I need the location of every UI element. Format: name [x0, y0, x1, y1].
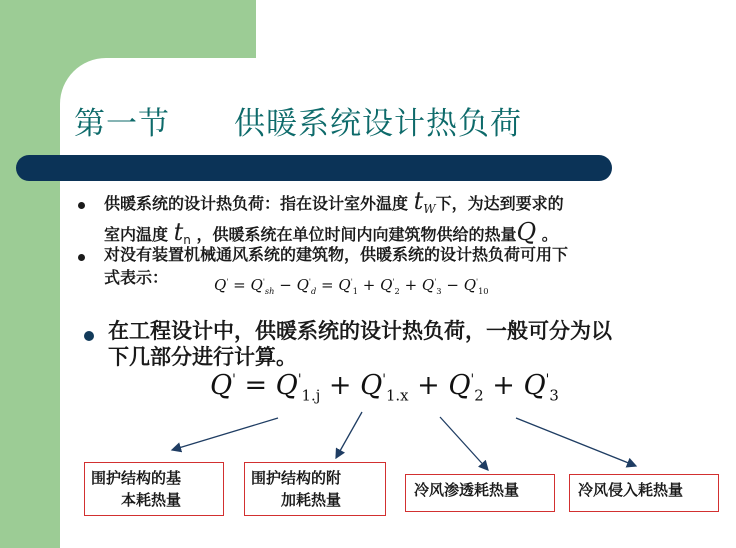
minus-sign: − — [279, 276, 292, 294]
bullet-1-part-2: 下，为达到要求的 — [435, 194, 564, 213]
tn-subscript: n — [183, 233, 191, 248]
tn-symbol: t — [173, 218, 184, 247]
box-4-text: 冷风侵入耗热量 — [578, 481, 684, 499]
box-3-text: 冷风渗透耗热量 — [414, 481, 520, 499]
box-1-line-2: 本耗热量 — [121, 491, 182, 509]
prime-mark: ' — [262, 277, 265, 286]
bullet-1-part-4: ，供暖系统在单位时间内向建筑物供给的热量 — [196, 225, 517, 245]
box-additional-heat-loss — [244, 462, 386, 516]
formula-large-sub-3: 2 — [474, 386, 484, 405]
formula-small-sub-1: sh — [264, 286, 275, 296]
arrow-to-box-3 — [440, 417, 488, 470]
plus-sign: + — [362, 276, 376, 294]
arrow-to-box-2 — [336, 412, 362, 458]
tw-subscript: W — [423, 202, 436, 217]
formula-small-term-6: Q — [463, 276, 476, 294]
formula-small-term-2: Q — [296, 276, 309, 294]
prime-mark: ' — [232, 372, 236, 388]
prime-mark: ' — [382, 372, 386, 388]
formula-small-sub-4: 2 — [394, 286, 400, 296]
bullet-3-line-1: 在工程设计中，供暖系统的设计热负荷，一般可分为以 — [108, 319, 612, 343]
formula-small-term-4: Q — [380, 276, 393, 294]
box-basic-heat-loss — [84, 462, 224, 516]
formula-large-sub-4: 3 — [549, 386, 559, 405]
formula-small-sub-5: 3 — [436, 286, 442, 296]
formula-small-sub-3: 1 — [352, 286, 359, 296]
arrow-to-box-4 — [516, 418, 636, 466]
formula-small-sub-6: 10 — [478, 286, 489, 296]
formula-small-term-5: Q — [421, 276, 435, 294]
box-2-line-2: 加耗热量 — [281, 491, 342, 509]
formula-large-term-3: Q — [448, 370, 471, 401]
formula-small-lhs: Q — [214, 276, 227, 294]
bullet-1-part-1: 供暖系统的设计热负荷：指在设计室外温度 — [104, 194, 409, 213]
slide-title: 第一节 供暖系统设计热负荷 — [74, 106, 522, 142]
box-intrusion-heat-loss — [569, 474, 719, 512]
formula-small-term-1: Q — [250, 276, 263, 294]
box-1-line-1: 围护结构的基 — [91, 469, 182, 487]
formula-large-term-1: Q — [275, 370, 298, 401]
equals-sign: = — [321, 276, 334, 294]
plus-sign: + — [328, 370, 352, 401]
plus-sign: + — [492, 370, 515, 401]
plus-sign: + — [417, 370, 440, 401]
bullet-3-line-2: 下几部分进行计算。 — [108, 345, 297, 369]
prime-mark: ' — [392, 277, 395, 286]
bullet-2-line-1: 对没有装置机械通风系统的建筑物，供暖系统的设计热负荷可用下 — [104, 245, 569, 264]
prime-mark: ' — [434, 277, 437, 286]
minus-sign: − — [446, 276, 459, 294]
formula-small-sub-2: d — [310, 286, 317, 296]
equals-sign: = — [244, 370, 268, 401]
prime-mark: ' — [470, 372, 475, 388]
box-infiltration-heat-loss — [405, 474, 555, 512]
formula-large-term-2: Q — [360, 370, 383, 401]
prime-mark: ' — [350, 277, 353, 286]
bullet-2-line-2: 式表示： — [104, 268, 169, 287]
bullet-1-part-5: 。 — [541, 225, 558, 245]
prime-mark: ' — [545, 372, 550, 388]
q-symbol: Q — [516, 218, 537, 247]
arrow-to-box-1 — [172, 418, 278, 450]
prime-mark: ' — [226, 277, 229, 286]
bullet-1-part-3: 室内温度 — [104, 225, 169, 245]
box-2-line-1: 围护结构的附 — [251, 469, 342, 487]
equals-sign: = — [233, 276, 246, 294]
formula-large-sub-1: 1.j — [301, 386, 321, 405]
formula-large-lhs: Q — [210, 370, 233, 401]
formula-large-term-4: Q — [523, 370, 546, 401]
prime-mark: ' — [308, 277, 311, 286]
prime-mark: ' — [476, 277, 479, 286]
tw-symbol: t — [413, 187, 424, 215]
formula-large-sub-2: 1.x — [385, 386, 409, 405]
prime-mark: ' — [297, 372, 302, 388]
formula-small-term-3: Q — [338, 276, 351, 294]
plus-sign: + — [404, 276, 418, 294]
